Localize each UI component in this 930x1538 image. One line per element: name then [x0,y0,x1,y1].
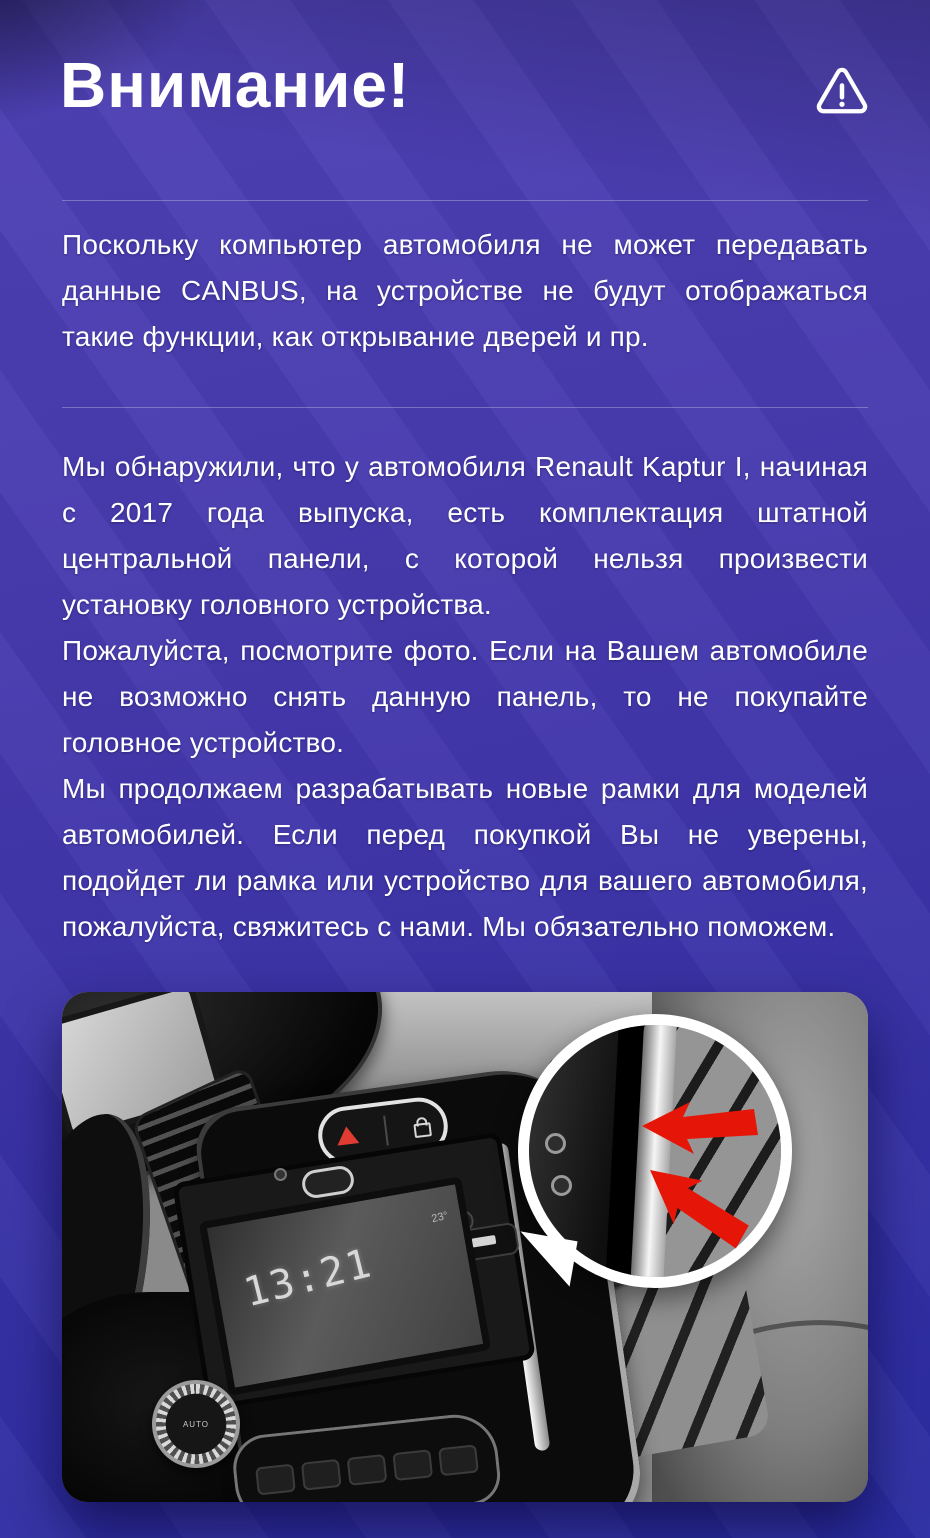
media-button [300,1459,341,1491]
magnified-vent-area [663,1014,792,1288]
hazard-triangle-icon [335,1125,359,1146]
paragraph-canbus: Поскольку компьютер автомобиля не может передавать данные CANBUS, на устройстве не будут отображаться такие функции, как открывание дверей и пр. [62,229,868,352]
panel-hole [551,1175,572,1196]
climate-knob [152,1380,240,1468]
media-button [438,1444,479,1476]
paragraph-kaptur: Мы обнаружили, что у автомобиля Renault Kaptur I, начиная с 2017 года выпуска, есть комплектация штатной центральной панели, с которой нельзя произвести установку головного устройства. [62,451,868,620]
paragraph-block [62,444,868,950]
paragraph-contact-us: Мы продолжаем разрабатывать новые рамки для моделей автомобилей. Если перед покупкой Вы не уверены, подойдет ли рамка или устройство для вашего автомобиля, пожалуйста, свяжитесь с нами. Мы обязательно поможем. [62,773,868,942]
magnified-vent-slats [663,1014,792,1288]
media-button [346,1454,387,1486]
clock-display: 13:21 [239,1240,378,1317]
magnifier-tail [512,1231,577,1286]
lock-icon [413,1122,432,1138]
screw [274,1168,287,1181]
warning-triangle-icon [812,62,872,122]
temperature-display: 23° [430,1209,450,1226]
paragraph-check-photo: Пожалуйста, посмотрите фото. Если на Вашем автомобиле не возможно снять данную панель, то не покупайте головное устройство. [62,635,868,758]
divider-top [62,200,868,201]
media-button [392,1449,433,1481]
knob-label: AUTO [182,1419,210,1429]
page-title: Внимание! [60,49,411,121]
panel-hole [545,1133,566,1154]
magnifier-callout [510,1000,810,1310]
divider-middle [62,407,868,408]
button-separator [383,1116,389,1146]
dashboard-photo [62,992,868,1502]
media-button [255,1464,296,1496]
